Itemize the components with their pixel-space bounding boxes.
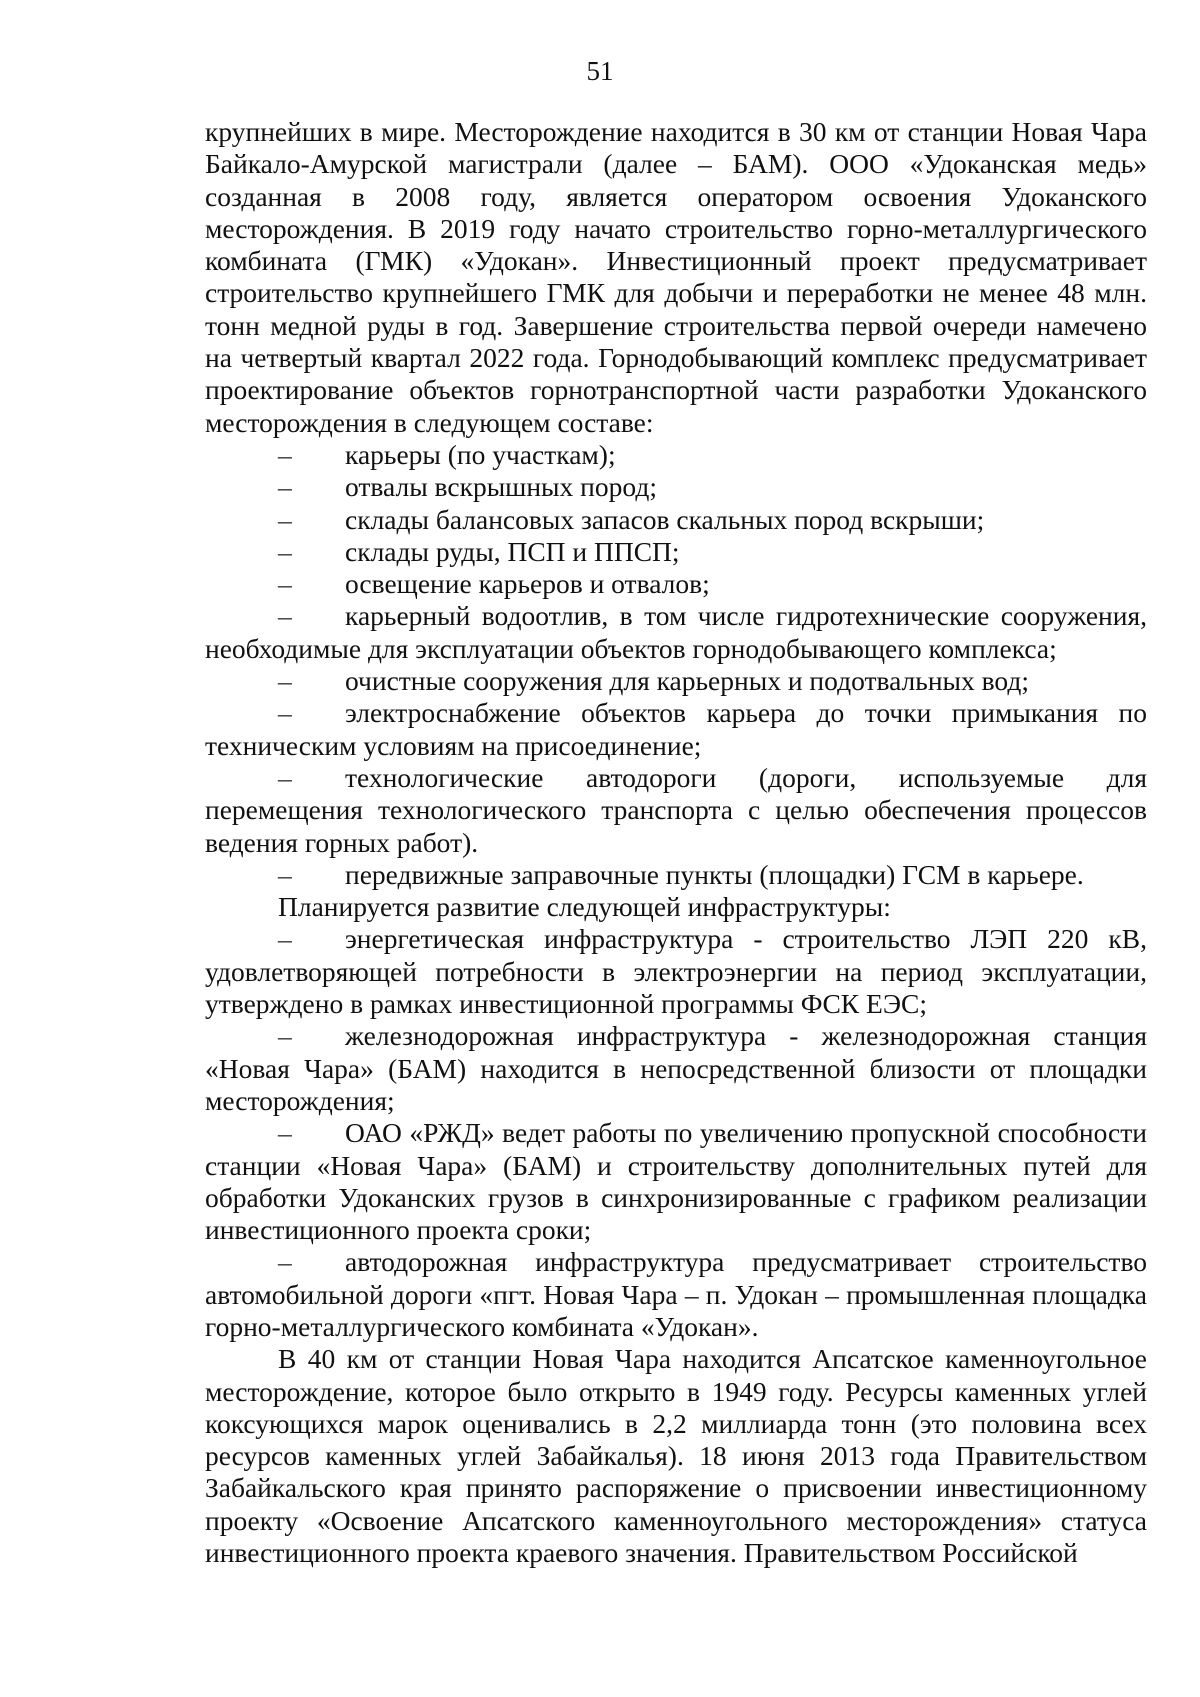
closing-paragraph: В 40 км от станции Новая Чара находится Апсатское каменноугольное месторождение, которое было открыто в 1949 году. Ресурсы каменных углей коксующихся марок оценивались в 2,2 миллиарда тонн (это половина всех ресурсов каменных углей Забайкалья). 18 июня 2013 года Правительством Забайкальского края принято распоряжение о присвоении инвестиционному проекту «Освоение Апсатского каменноугольного месторождения» статуса инвестиционного проекта краевого значения. Правительством Российской <box>205 1343 1147 1569</box>
list-dash: – <box>278 761 292 793</box>
list-item-text: склады руды, ПСП и ППСП; <box>345 535 680 567</box>
list-item-text: карьерный водоотлив, в том числе гидротехнические сооружения, необходимые для эксплуатации объектов горнодобывающего комплекса; <box>205 600 1147 664</box>
list-dash: – <box>278 600 292 632</box>
list-item <box>205 536 1147 568</box>
list-item-text: передвижные заправочные пункты (площадки) ГСМ в карьере. <box>345 858 1084 890</box>
list-dash: – <box>278 858 292 890</box>
list-item-text: технологические автодороги (дороги, используемые для перемещения технологического транспорта с целью обеспечения процессов ведения горных работ). <box>205 761 1147 858</box>
list-item <box>205 439 1147 471</box>
list-item <box>205 762 1147 859</box>
list-item-text: отвалы вскрышных пород; <box>345 471 657 503</box>
list-item-text: освещение карьеров и отвалов; <box>345 568 710 600</box>
list-item <box>205 665 1147 697</box>
infrastructure-list <box>205 923 1147 1343</box>
list-dash: – <box>278 1117 292 1149</box>
list-dash: – <box>278 1246 292 1278</box>
document-body <box>205 116 1147 1569</box>
list-dash: – <box>278 471 292 503</box>
list-item <box>205 1246 1147 1343</box>
list-item <box>205 859 1147 891</box>
list-item <box>205 471 1147 503</box>
list-dash: – <box>278 923 292 955</box>
infrastructure-heading: Планируется развитие следующей инфраструктуры: <box>278 891 891 923</box>
list-dash: – <box>278 697 292 729</box>
list-dash: – <box>278 438 292 470</box>
mining-objects-list <box>205 439 1147 891</box>
list-item <box>205 923 1147 1020</box>
list-dash: – <box>278 568 292 600</box>
list-dash: – <box>278 535 292 567</box>
list-item <box>205 568 1147 600</box>
list-item <box>205 600 1147 665</box>
list-dash: – <box>278 1020 292 1052</box>
list-dash: – <box>278 665 292 697</box>
list-item <box>205 1117 1147 1246</box>
list-item-text: железнодорожная инфраструктура - железнодорожная станция «Новая Чара» (БАМ) находится в непосредственной близости от площадки месторождения; <box>205 1020 1147 1116</box>
list-item-text: склады балансовых запасов скальных пород вскрыши; <box>345 503 985 535</box>
list-item-text: автодорожная инфраструктура предусматривает строительство автомобильной дороги «пгт. Новая Чара – п. Удокан – промышленная площадка горно-металлургического комбината «Удокан». <box>205 1246 1147 1342</box>
list-item-text: ОАО «РЖД» ведет работы по увеличению пропускной способности станции «Новая Чара» (БАМ) и строительству дополнительных путей для обработки Удоканских грузов в синхронизированные с графиком реализации инвестиционного проекта сроки; <box>205 1117 1147 1246</box>
list-item-text: очистные сооружения для карьерных и подотвальных вод; <box>345 665 1030 697</box>
list-item-text: электроснабжение объектов карьера до точки примыкания по техническим условиям на присоединение; <box>205 697 1147 761</box>
list-item <box>205 1020 1147 1117</box>
list-item <box>205 697 1147 762</box>
list-item-text: карьеры (по участкам); <box>345 438 616 470</box>
list-item <box>205 504 1147 536</box>
page-number: 51 <box>586 56 614 86</box>
list-item-text: энергетическая инфраструктура - строительство ЛЭП 220 кВ, удовлетворяющей потребности в электроэнергии на период эксплуатации, утверждено в рамках инвестиционной программы ФСК ЕЭС; <box>205 923 1147 1020</box>
list-dash: – <box>278 503 292 535</box>
intro-paragraph: крупнейших в мире. Месторождение находится в 30 км от станции Новая Чара Байкало-Амурской магистрали (далее – БАМ). ООО «Удоканская медь» созданная в 2008 году, является оператором освоения Удоканского месторождения. В 2019 году начато строительство горно-металлургического комбината (ГМК) «Удокан». Инвестиционный проект предусматривает строительство крупнейшего ГМК для добычи и переработки не менее 48 млн. тонн медной руды в год. Завершение строительства первой очереди намечено на четвертый квартал 2022 года. Горнодобывающий комплекс предусматривает проектирование объектов горнотранспортной части разработки Удоканского месторождения в следующем составе: <box>205 116 1147 438</box>
